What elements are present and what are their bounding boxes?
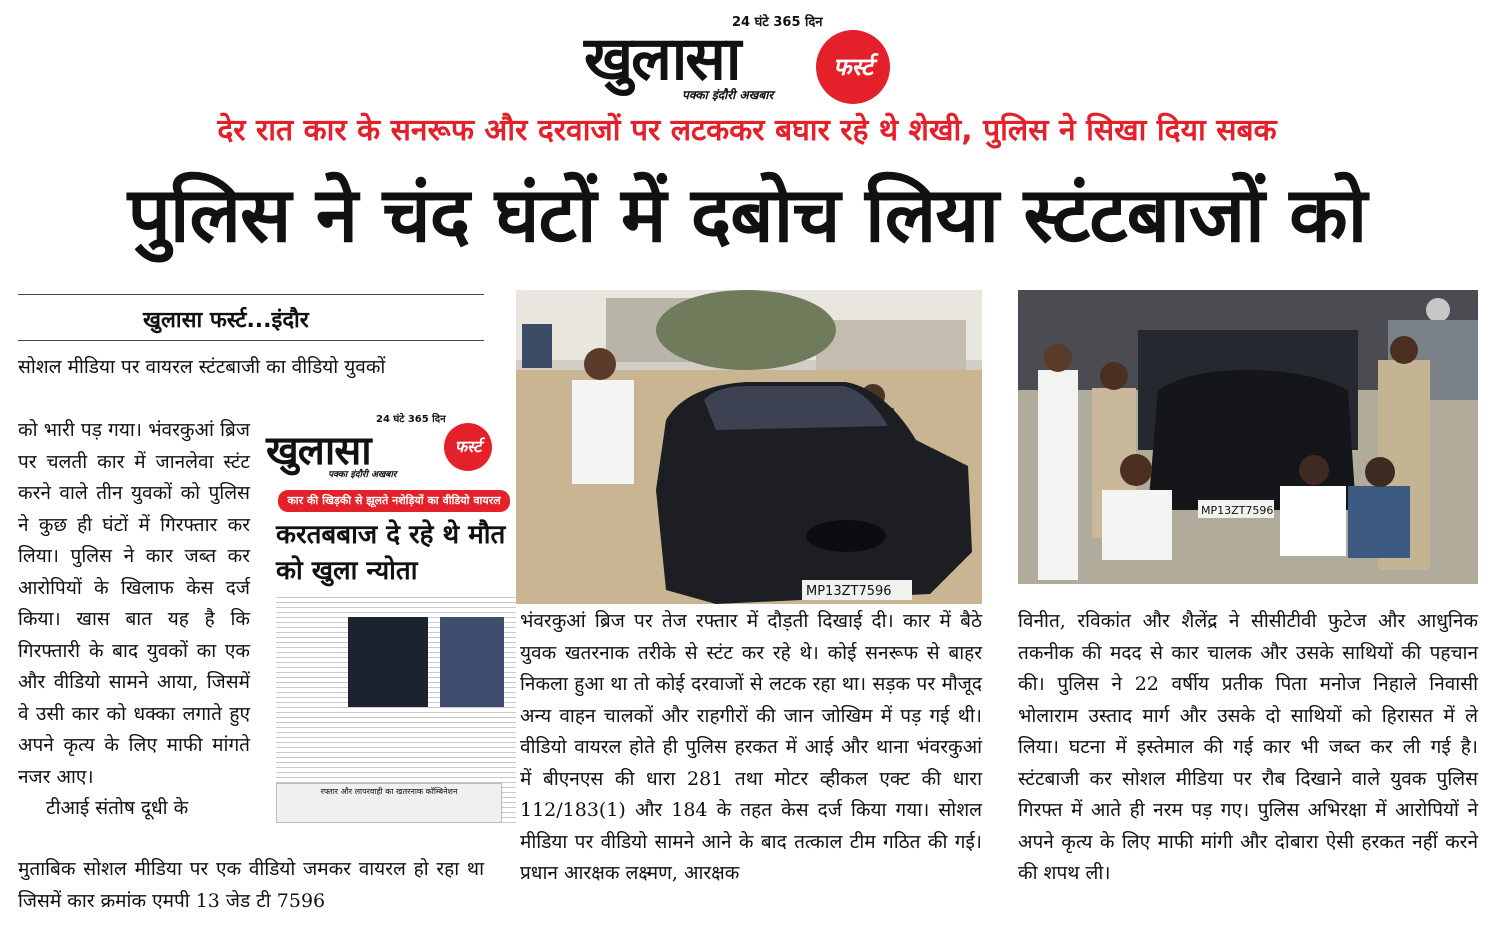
masthead-logo-sub: पक्का इंदौरी अखबार (682, 88, 774, 102)
inset-logo-sub: पक्का इंदौरी अखबार (328, 470, 397, 480)
photo-right-plate: MP13ZT7596 (1201, 504, 1274, 517)
photo-car-on-bridge-illustration (516, 290, 982, 604)
masthead-logo: खुलासा (584, 24, 740, 94)
byline (18, 294, 484, 342)
inset-clipping (258, 395, 520, 835)
article-col1-top (18, 352, 484, 384)
inset-headline: करतबबाज दे रहे थे मौत को खुला न्योता (276, 520, 506, 586)
photo-mid-plate: MP13ZT7596 (806, 584, 892, 599)
inset-tagline: 24 घंटे 365 दिन (376, 414, 446, 425)
inset-logo-badge: फर्स्ट (454, 437, 482, 456)
article-paragraph: टीआई संतोष दूधी के (46, 797, 189, 819)
byline-rule-bottom (18, 340, 484, 341)
article-paragraph: को भारी पड़ गया। भंवरकुआं ब्रिज पर चलती कार में जानलेवा स्टंट करने वाले तीन युवकों को पुलिस ने कुछ ही घंटों में गिरफ्तार कर लिया। पुलिस ने कार जब्त कर आरोपियों के खिलाफ केस दर्ज किया। खास बात यह है कि गिरफ्तारी के बाद युवकों का एक और वीडियो सामने आया, जिसमें वे उसी कार को धक्का लगाते हुए अपने कृत्य के लिए माफी मांगते नजर आए। (18, 419, 250, 788)
article-col3 (1018, 606, 1478, 890)
byline-rule-top (18, 294, 484, 295)
masthead-tagline: 24 घंटे 365 दिन (732, 15, 823, 30)
inset-box: रफ्तार और लापरवाही का खतरनाक कॉम्बिनेशन (276, 783, 502, 823)
inset-photo-2 (440, 617, 504, 707)
masthead (584, 12, 914, 102)
article-col2 (520, 606, 982, 890)
photo-accused-with-police (1018, 290, 1478, 584)
inset-logo: खुलासा (266, 428, 371, 474)
article-paragraph: मुताबिक सोशल मीडिया पर एक वीडियो जमकर वायरल हो रहा था जिसमें कार क्रमांक एमपी 13 जेड टी 7596 (18, 858, 484, 912)
article-paragraph: सोशल मीडिया पर वायरल स्टंटबाजी का वीडियो युवकों (18, 356, 386, 378)
article-paragraph: भंवरकुआं ब्रिज पर तेज रफ्तार में दौड़ती दिखाई दी। कार में बैठे युवक खतरनाक तरीके से स्टंट कर रहे थे। कोई सनरूफ से बाहर निकला हुआ था तो कोई दरवाजों से लटक रहा था। सड़क पर मौजूद अन्य वाहन चालकों और राहगीरों की जान जोखिम में पड़ गई थी। वीडियो वायरल होते ही पुलिस हरकत में आई और थाना भंवरकुआं में बीएनएस की धारा 281 तथा मोटर व्हीकल एक्ट की धारा 112/183(1) और 184 के तहत केस दर्ज किया गया। सोशल मीडिया पर वीडियो सामने आने के बाद तत्काल टीम गठित की गई। प्रधान आरक्षक लक्ष्मण, आरक्षक (520, 610, 982, 884)
masthead-logo-badge: फर्स्ट (833, 53, 873, 81)
article-col1-side (18, 415, 250, 825)
photo-car-on-bridge (516, 290, 982, 604)
byline-text: खुलासा फर्स्ट...इंदौर (143, 308, 309, 333)
photo-accused-illustration (1018, 290, 1478, 584)
article-col1-bottom (18, 854, 484, 917)
article-paragraph: विनीत, रविकांत और शैलेंद्र ने सीसीटीवी फुटेज और आधुनिक तकनीक की मदद से कार चालक और उसके साथियों की पहचान की। पुलिस ने 22 वर्षीय प्रतीक पिता मनोज निहाले निवासी भोलाराम उस्ताद मार्ग और उसके दो साथियों को हिरासत में ले लिया। घटना में इस्तेमाल की गई कार भी जब्त कर ली गई है। स्टंटबाजी कर सोशल मीडिया पर रौब दिखाने वाले युवक पुलिस गिरफ्त में आते ही नरम पड़ गए। पुलिस अभिरक्षा में आरोपियों ने अपने कृत्य के लिए माफी मांगी और दोबारा ऐसी हरकत नहीं करने की शपथ ली। (1018, 610, 1478, 884)
inset-banner: कार की खिड़की से झूलते नशेड़ियों का वीडियो वायरल (278, 490, 510, 512)
inset-photo (348, 617, 428, 707)
headline: पुलिस ने चंद घंटों में दबोच लिया स्टंटबाजों को (127, 170, 1367, 259)
subheadline: देर रात कार के सनरूफ और दरवाजों पर लटककर बघार रहे थे शेखी, पुलिस ने सिखा दिया सबक (217, 113, 1277, 148)
